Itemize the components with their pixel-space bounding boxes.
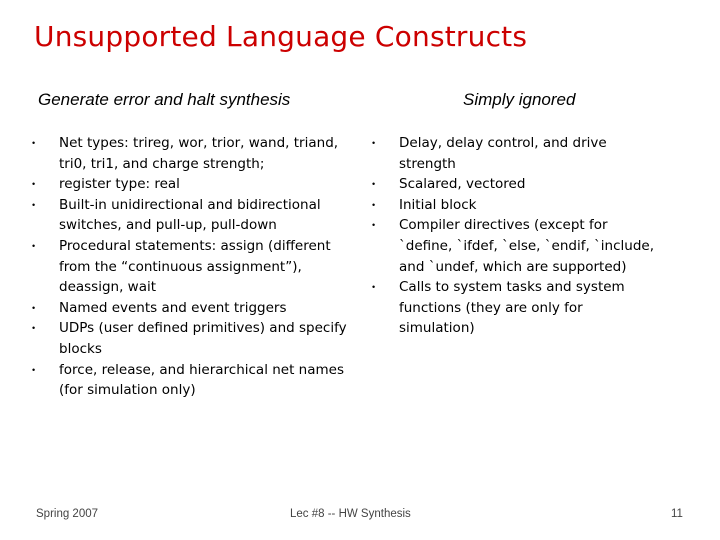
list-item-text: Compiler directives (except for `define, `ifdef, `else, `endif, `include, and `undef, which are supported) bbox=[399, 217, 654, 275]
list-item bbox=[372, 174, 662, 195]
list-item-text: Procedural statements: assign (different from the “continuous assignment”), deassign, wait bbox=[59, 237, 331, 296]
list-item-text: Named events and event triggers bbox=[59, 299, 287, 316]
list-item bbox=[32, 318, 352, 359]
slide-title: Unsupported Language Constructs bbox=[34, 20, 528, 53]
list-item bbox=[372, 195, 662, 216]
bullet-icon: • bbox=[32, 323, 36, 334]
list-item bbox=[372, 133, 662, 174]
list-item-text: UDPs (user defined primitives) and specify blocks bbox=[59, 320, 347, 357]
list-item-text: Calls to system tasks and system functions (they are only for simulation) bbox=[399, 279, 625, 337]
list-item bbox=[32, 195, 352, 236]
list-item bbox=[372, 277, 662, 339]
bullet-icon: • bbox=[32, 179, 36, 190]
list-item bbox=[372, 215, 662, 277]
bullet-icon: • bbox=[372, 199, 376, 210]
list-item-text: force, release, and hierarchical net names (for simulation only) bbox=[59, 361, 344, 399]
list-item bbox=[32, 360, 352, 401]
list-item bbox=[32, 174, 352, 195]
list-item bbox=[32, 236, 352, 298]
list-item-text: Built-in unidirectional and bidirectional switches, and pull-up, pull-down bbox=[59, 196, 321, 234]
bullet-icon: • bbox=[372, 220, 376, 231]
bullet-icon: • bbox=[372, 282, 376, 293]
right-column-heading: Simply ignored bbox=[463, 90, 576, 109]
list-item-text: Initial block bbox=[399, 196, 477, 213]
bullet-icon: • bbox=[32, 199, 36, 210]
bullet-icon: • bbox=[32, 240, 36, 251]
list-item bbox=[32, 298, 352, 319]
left-column-heading: Generate error and halt synthesis bbox=[38, 90, 291, 109]
list-item-text: Delay, delay control, and drive strength bbox=[399, 135, 607, 172]
bullet-icon: • bbox=[32, 364, 36, 375]
left-bullet-list bbox=[32, 133, 352, 401]
bullet-icon: • bbox=[372, 179, 376, 190]
list-item-text: register type: real bbox=[59, 176, 180, 193]
bullet-icon: • bbox=[372, 138, 376, 148]
list-item-text: Net types: trireg, wor, trior, wand, triand, tri0, tri1, and charge strength; bbox=[59, 135, 339, 172]
bullet-icon: • bbox=[32, 138, 36, 148]
right-bullet-list bbox=[372, 133, 662, 339]
footer-page-number: 11 bbox=[671, 508, 683, 520]
list-item bbox=[32, 133, 352, 174]
footer-lecture: Lec #8 -- HW Synthesis bbox=[290, 508, 411, 520]
list-item-text: Scalared, vectored bbox=[399, 176, 526, 193]
footer-date: Spring 2007 bbox=[36, 508, 99, 520]
bullet-icon: • bbox=[32, 302, 36, 313]
